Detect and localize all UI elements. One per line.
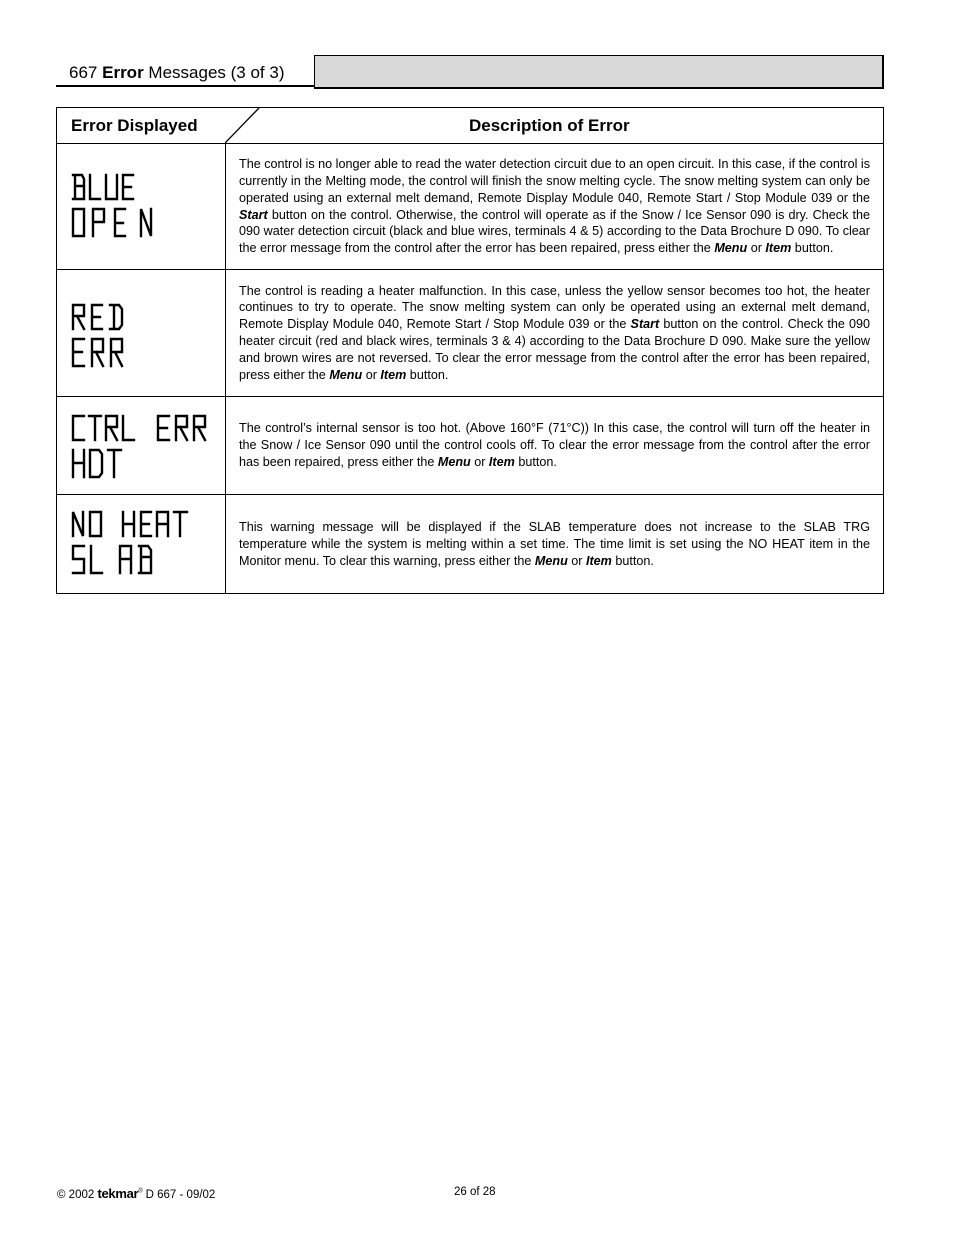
- error-description: The control is no longer able to read the water detection circuit due to an open circuit. In this case, if the control is currently in the Melting mode, the control will finish the snow melting cycle. The snow melting system can only be operated using an external melt demand, Remote Display Module 040, Remote Start / Stop Module 039 or the Start button on the control. Otherwise, the control will operate as if the Snow / Ice Sensor 090 is dry. Check the 090 water detection circuit (black and blue wires, terminals 4 & 5) according to the Data Brochure D 090. To clear the error message from the control after the error has been repaired, press either the Menu or Item button.: [239, 157, 870, 256]
- registered-mark: ®: [138, 1188, 143, 1195]
- lcd-display-no-heat-slab: [69, 509, 219, 579]
- header-right-panel: [314, 55, 884, 89]
- copyright-text: © 2002: [57, 1189, 95, 1201]
- table-row: [57, 270, 883, 397]
- error-display-cell: [57, 270, 226, 396]
- table-row: [57, 397, 883, 495]
- error-display-cell: [57, 397, 226, 494]
- error-display-cell: [57, 495, 226, 594]
- title-rest: Messages (3 of 3): [148, 63, 285, 82]
- lcd-display-blue-open: [69, 172, 219, 242]
- error-display-cell: [57, 144, 226, 269]
- error-description-cell: [239, 495, 870, 594]
- item-button-ref: Item: [488, 454, 515, 469]
- column-header-description: Description of Error: [469, 116, 630, 135]
- table-row: [57, 144, 883, 270]
- error-description-cell: [239, 144, 870, 269]
- item-button-ref: Item: [585, 553, 612, 568]
- table-row: [57, 495, 883, 594]
- start-button-ref: Start: [239, 207, 268, 222]
- header-diagonal-divider: [225, 108, 265, 144]
- title-model: 667: [69, 63, 98, 82]
- tekmar-logo: tekmar®: [97, 1186, 143, 1201]
- menu-button-ref: Menu: [714, 241, 748, 256]
- error-description-cell: [239, 270, 870, 396]
- error-description-cell: [239, 397, 870, 494]
- page-number: 26 of 28: [454, 1186, 496, 1198]
- document-number: D 667 - 09/02: [145, 1189, 216, 1201]
- error-table: [56, 107, 884, 594]
- page-title: [69, 63, 284, 83]
- section-header: [56, 55, 884, 89]
- lcd-display-ctrl-err-hot: [69, 413, 219, 483]
- lcd-display-red-err: [69, 302, 219, 372]
- item-button-ref: Item: [765, 241, 792, 256]
- column-header-error: Error Displayed: [71, 116, 198, 135]
- menu-button-ref: Menu: [437, 454, 471, 469]
- start-button-ref: Start: [630, 317, 660, 332]
- footer-copyright: [57, 1186, 215, 1201]
- error-description: This warning message will be displayed if the SLAB temperature does not increase to the SLAB TRG temperature while the system is melting within a set time. The time limit is set using the NO HEAT item in the Monitor menu. To clear this warning, press either the Menu or Item button.: [239, 520, 870, 568]
- item-button-ref: Item: [380, 367, 407, 382]
- title-bold-word: Error: [102, 63, 144, 82]
- menu-button-ref: Menu: [329, 367, 363, 382]
- error-description: The control’s internal sensor is too hot. (Above 160°F (71°C)) In this case, the control will turn off the heater in the Snow / Ice Sensor 090 until the control cools off. To clear the error message from the control after the error has been repaired, press either the Menu or Item button.: [239, 421, 870, 469]
- error-description: The control is reading a heater malfunction. In this case, unless the yellow sensor becomes too hot, the heater continues to try to operate. The snow melting system can only be operated using an external melt demand, Remote Display Module 040, Remote Start / Stop Module 039 or the Start button on the control. Check the 090 heater circuit (red and black wires, terminals 3 & 4) according to the Data Brochure D 090. Make sure the yellow and brown wires are not reversed. To clear the error message from the control after the error has been repaired, press either the Menu or Item button.: [239, 283, 871, 382]
- menu-button-ref: Menu: [534, 553, 568, 568]
- table-header: [57, 108, 883, 144]
